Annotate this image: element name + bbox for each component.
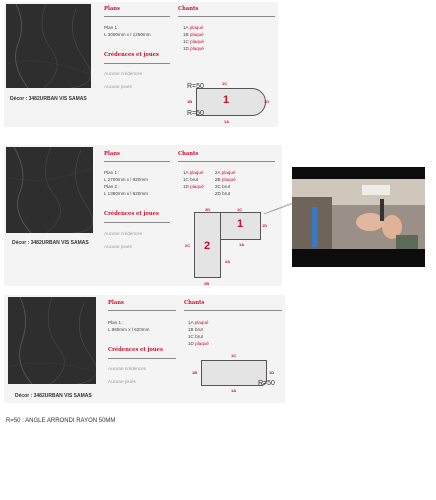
chant-item: 1C brut [183, 177, 199, 182]
chant-item: 2A plaqué [215, 170, 236, 175]
piece-1-shape [196, 88, 266, 116]
chants-rule [178, 16, 275, 17]
plans-rule [104, 16, 170, 17]
decor-label: Décor : 3482URBAN VIS SAMAS [10, 96, 87, 102]
plan-name: Plan 1 : [108, 320, 124, 325]
plans-rule [108, 310, 176, 311]
plan-name: Plan 1 : [104, 170, 120, 175]
piece-number: 1 [237, 218, 244, 230]
plan-name: Plan 2 : [104, 184, 120, 189]
joues-value: Aucune joues [108, 379, 136, 384]
installation-video-thumbnail[interactable] [292, 167, 425, 267]
joues-value: Aucune joues [104, 244, 132, 249]
credences-title: Crédences et joues [108, 347, 163, 353]
footer-note: R=50 : ANGLE ARRONDI RAYON 50MM [6, 418, 116, 424]
edge-label: 1A [231, 388, 237, 393]
radius-label: R=50 [187, 83, 204, 90]
chant-item: 1D plaqué [188, 341, 209, 346]
chants-title: Chants [184, 300, 205, 306]
plans-title: Plans [108, 300, 124, 306]
decor-swatch-image [6, 4, 91, 88]
chant-item: 1B plaqué [183, 32, 204, 37]
edge-label: 1C [222, 81, 228, 86]
decor-label: Décor : 3482URBAN VIS SAMAS [12, 240, 89, 246]
decor-swatch-image [6, 147, 93, 233]
credences-value: Aucune crédences [108, 366, 147, 371]
plan-dims: L 860mm x l 620mm [108, 327, 150, 332]
chant-item: 1A plaqué [183, 170, 204, 175]
edge-label: 1C [237, 207, 243, 212]
edge-label: 1A [239, 242, 245, 247]
chant-item: 1C plaqué [183, 39, 204, 44]
chant-item: 1D plaqué [183, 184, 204, 189]
radius-label: R=50 [258, 380, 275, 387]
chant-item: 1C brut [188, 334, 204, 339]
credences-value: Aucune crédences [104, 231, 143, 236]
edge-label: 1D [262, 223, 268, 228]
chant-item: 1B brut [188, 327, 203, 332]
joues-value: Aucune joues [104, 84, 132, 89]
edge-label: 1D [269, 370, 275, 375]
radius-label: R=50 [187, 110, 204, 117]
edge-label: 2C [185, 243, 191, 248]
plans-title: Plans [104, 151, 120, 157]
edge-label: 1A [224, 119, 230, 124]
chants-rule [178, 161, 275, 162]
credences-rule [108, 358, 176, 359]
chant-item: 2C brut [215, 184, 231, 189]
decor-swatch-image [8, 297, 96, 384]
plan-dims: L 1380mm x l 620mm [104, 191, 148, 196]
edge-label: 1B [187, 99, 193, 104]
chants-title: Chants [178, 151, 199, 157]
chants-title: Chants [178, 6, 199, 12]
edge-label: 1D [264, 99, 270, 104]
chant-item: 1D plaqué [183, 46, 204, 51]
edge-label: 2D [205, 207, 211, 212]
edge-label: 1B [192, 370, 198, 375]
edge-label: 1C [231, 353, 237, 358]
credences-rule [104, 63, 170, 64]
credences-title: Crédences et joues [104, 211, 159, 217]
chants-rule [184, 310, 282, 311]
credences-title: Crédences et joues [104, 52, 159, 58]
credences-value: Aucune crédences [104, 71, 143, 76]
plan-dims: L 3000mm x l 1250mm [104, 32, 151, 37]
piece-number: 1 [223, 94, 230, 106]
chant-item: 2B plaqué [215, 177, 236, 182]
plan-dims: L 2700mm x l 620mm [104, 177, 148, 182]
plan-name: Plan 1 : [104, 25, 120, 30]
decor-label: Décor : 3482URBAN VIS SAMAS [15, 393, 92, 399]
edge-label: 2A [225, 259, 231, 264]
piece-number: 2 [204, 240, 211, 252]
chant-item: 1A plaqué [183, 25, 204, 30]
chant-item: 1A plaqué [188, 320, 209, 325]
credences-rule [104, 222, 170, 223]
chant-item: 2D brut [215, 191, 231, 196]
plans-rule [104, 161, 170, 162]
plans-title: Plans [104, 6, 120, 12]
edge-label: 2B [204, 281, 210, 286]
